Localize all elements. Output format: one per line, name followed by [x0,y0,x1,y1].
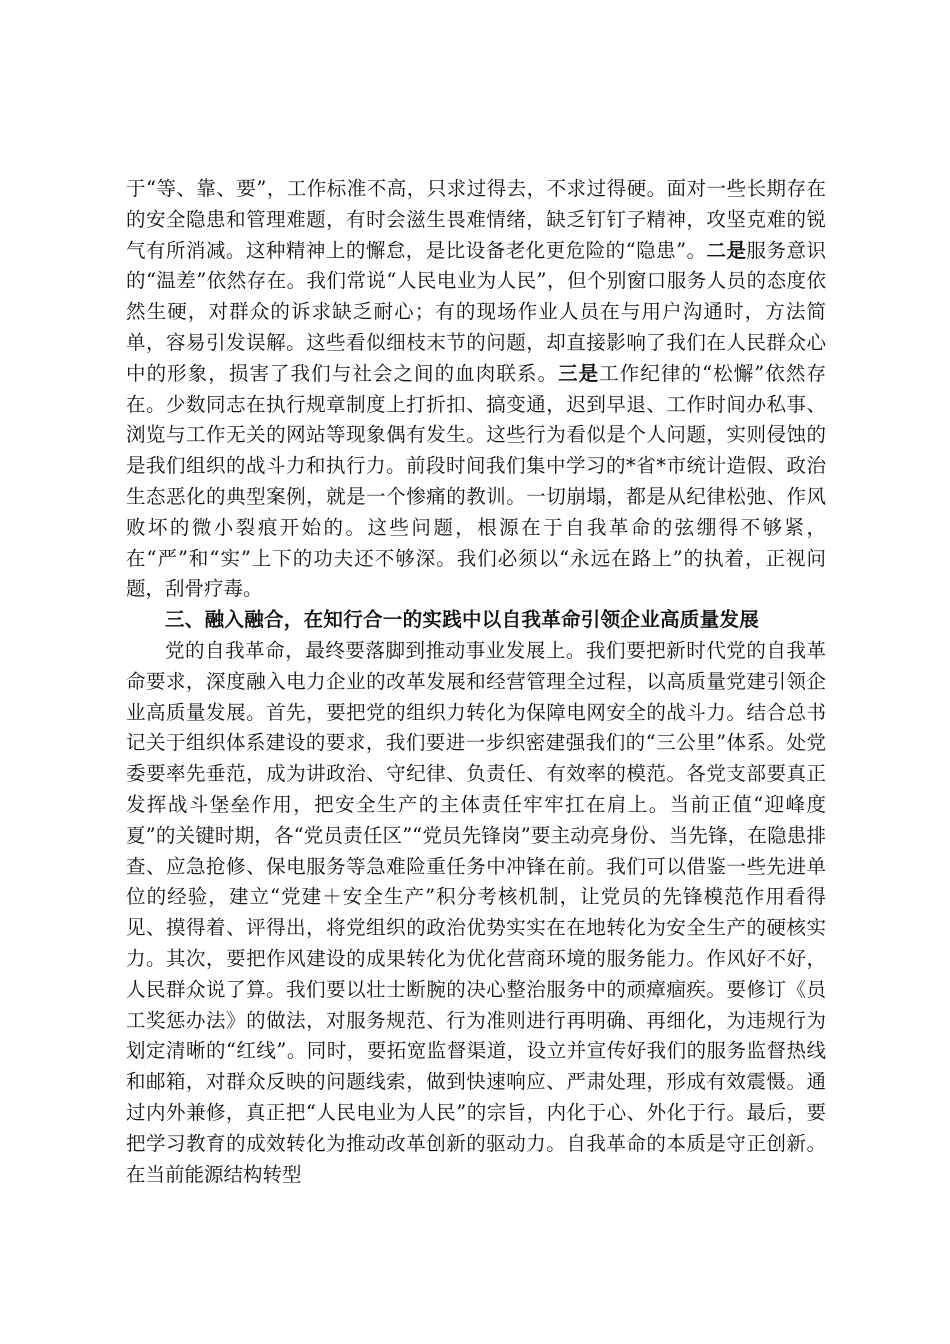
section3-paragraph: 党的自我革命，最终要落脚到推动事业发展上。我们要把新时代党的自我革命要求，深度融入电力企业的改革发展和经营管理全过程，以高质量党建引领企业高质量发展。首先，要把党的组织力转化为保障电网安全的战斗力。结合总书记关于组织体系建设的要求，我们要进一步织密建强我们的“三公里”体系。处党委要率先垂范，成为讲政治、守纪律、负责任、有效率的模范。各党支部要真正发挥战斗堡垒作用，把安全生产的主体责任牢牢扛在肩上。当前正值“迎峰度夏”的关键时期，各“党员责任区”“党员先锋岗”要主动亮身份、当先锋，在隐患排查、应急抢修、保电服务等急难险重任务中冲锋在前。我们可以借鉴一些先进单位的经验，建立“党建＋安全生产”积分考核机制，让党员的先锋模范作用看得见、摸得着、评得出，将党组织的政治优势实实在在地转化为安全生产的硬核实力。其次，要把作风建设的成果转化为优化营商环境的服务能力。作风好不好，人民群众说了算。我们要以壮士断腕的决心整治服务中的顽瘴痼疾。要修订《员工奖惩办法》的做法，对服务规范、行为准则进行再明确、再细化，为违规行为划定清晰的“红线”。同时，要拓宽监督渠道，设立并宣传好我们的服务监督热线和邮箱，对群众反映的问题线索，做到快速响应、严肃处理，形成有效震慑。通过内外兼修，真正把“人民电业为人民”的宗旨，内化于心、外化于行。最后，要把学习教育的成效转化为推动改革创新的驱动力。自我革命的本质是守正创新。在当前能源结构转型 [126,638,826,1186]
document-body [126,174,826,1190]
section2-continuation-paragraph [126,174,826,605]
section-heading: 三、融入融合，在知行合一的实践中以自我革命引领企业高质量发展 [165,608,760,632]
paragraph-text: 于“等、靠、要”，工作标准不高，只求过得去，不求过得硬。面对一些长期存在的安全隐患和管理难题，有时会滋生畏难情绪，缺乏钉钉子精神，攻坚克难的锐气有所消减。这种精神上的懈怠，是比设备老化更危险的“隐患”。 [126,177,826,262]
paragraph-text: 服务意识的“温差”依然存在。我们常说“人民电业为人民”，但个别窗口服务人员的态度依然生硬，对群众的诉求缺乏耐心；有的现场作业人员在与用户沟通时，方法简单，容易引发误解。这些看似细枝末节的问题，却直接影响了我们在人民群众心中的形象，损害了我们与社会之间的血肉联系。 [126,238,826,385]
bold-enumeration-marker: 三是 [558,361,600,385]
paragraph-text: 工作纪律的“松懈”依然存在。少数同志在执行规章制度上打折扣、搞变通，迟到早退、工作时间办私事、浏览与工作无关的网站等现象偶有发生。这些行为看似是个人问题，实则侵蚀的是我们组织的战斗力和执行力。前段时间我们集中学习的*省*市统计造假、政治生态恶化的典型案例，就是一个惨痛的教训。一切崩塌，都是从纪律松弛、作风败坏的微小裂痕开始的。这些问题，根源在于自我革命的弦绷得不够紧，在“严”和“实”上下的功夫还不够深。我们必须以“永远在路上”的执着，正视问题，刮骨疗毒。 [126,361,826,601]
bold-enumeration-marker: 二是 [706,238,747,262]
